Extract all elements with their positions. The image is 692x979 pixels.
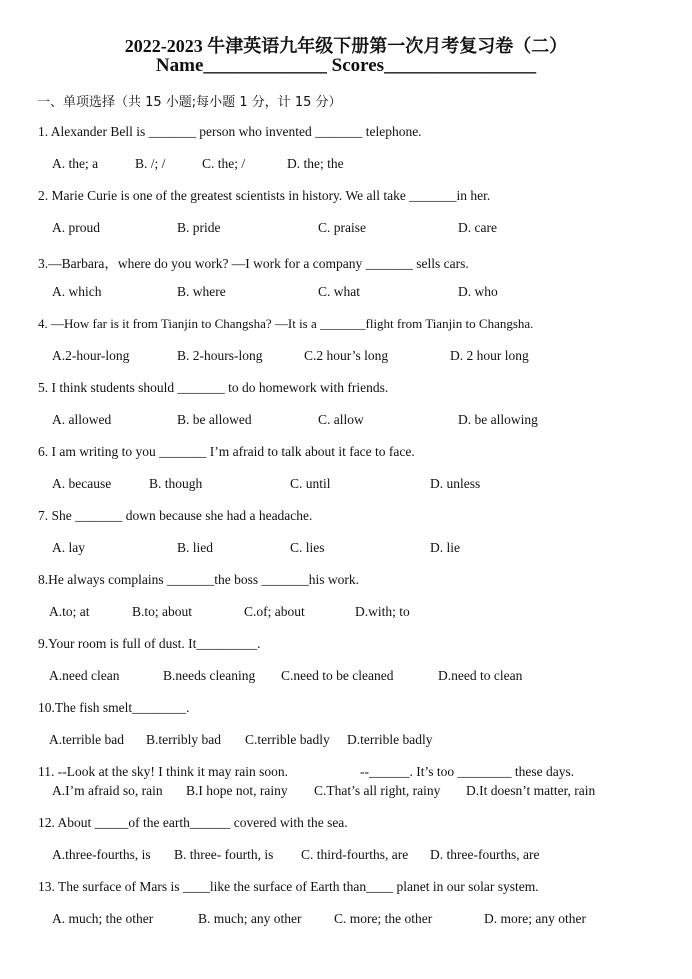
q2-option-c[interactable]: C. praise (318, 220, 366, 235)
q5-option-d[interactable]: D. be allowing (458, 412, 538, 427)
question-8: 8.He always complains _______the boss _______his work. (38, 572, 359, 587)
q7-option-d[interactable]: D. lie (430, 540, 460, 555)
q7-option-c[interactable]: C. lies (290, 540, 325, 555)
section-heading: 一、单项选择（共 15 小题;每小题 1 分，计 15 分） (37, 95, 342, 110)
question-4: 4. —How far is it from Tianjin to Changsha? —It is a _______flight from Tianjin to Changsha. (38, 316, 534, 331)
q12-option-a[interactable]: A.three-fourths, is (52, 847, 151, 862)
q10-option-c[interactable]: C.terrible badly (245, 732, 330, 747)
q4-option-d[interactable]: D. 2 hour long (450, 348, 529, 363)
question-11: 11. --Look at the sky! I think it may rain soon. (38, 764, 288, 779)
q5-option-b[interactable]: B. be allowed (177, 412, 252, 427)
question-9: 9.Your room is full of dust. It_________. (38, 636, 261, 651)
q8-option-b[interactable]: B.to; about (132, 604, 192, 619)
q8-option-d[interactable]: D.with; to (355, 604, 410, 619)
q12-option-d[interactable]: D. three-fourths, are (430, 847, 540, 862)
question-3: 3.—Barbara，where do you work? —I work for a company _______ sells cars. (38, 256, 469, 271)
q12-option-c[interactable]: C. third-fourths, are (301, 847, 409, 862)
q9-option-a[interactable]: A.need clean (49, 668, 120, 683)
question-2: 2. Marie Curie is one of the greatest scientists in history. We all take _______in her. (38, 188, 491, 203)
q1-option-c[interactable]: C. the; / (202, 156, 246, 171)
name-scores-line: Name_____________ Scores________________ (155, 55, 537, 76)
exam-title: 2022-2023 牛津英语九年级下册第一次月考复习卷（二） (124, 36, 568, 56)
q6-option-a[interactable]: A. because (52, 476, 112, 491)
q8-option-a[interactable]: A.to; at (49, 604, 90, 619)
q9-option-c[interactable]: C.need to be cleaned (281, 668, 394, 683)
q11-option-d[interactable]: D.It doesn’t matter, rain (466, 783, 596, 798)
q5-option-a[interactable]: A. allowed (52, 412, 112, 427)
q10-option-b[interactable]: B.terribly bad (146, 732, 221, 747)
question-10: 10.The fish smelt________. (38, 700, 190, 715)
q1-option-a[interactable]: A. the; a (52, 156, 99, 171)
q11-option-b[interactable]: B.I hope not, rainy (186, 783, 288, 798)
q11-option-a[interactable]: A.I’m afraid so, rain (52, 783, 163, 798)
q6-option-b[interactable]: B. though (149, 476, 203, 491)
q13-option-d[interactable]: D. more; any other (484, 911, 586, 926)
question-1: 1. Alexander Bell is _______ person who invented _______ telephone. (38, 124, 422, 139)
q6-option-c[interactable]: C. until (290, 476, 331, 491)
q7-option-b[interactable]: B. lied (177, 540, 213, 555)
q4-option-b[interactable]: B. 2-hours-long (177, 348, 263, 363)
question-12: 12. About _____of the earth______ covered with the sea. (38, 815, 348, 830)
q3-option-b[interactable]: B. where (177, 284, 226, 299)
q8-option-c[interactable]: C.of; about (244, 604, 305, 619)
q6-option-d[interactable]: D. unless (430, 476, 481, 491)
question-13: 13. The surface of Mars is ____like the surface of Earth than____ planet in our solar system. (38, 879, 539, 894)
question-6: 6. I am writing to you _______ I’m afraid to talk about it face to face. (38, 444, 415, 459)
q10-option-a[interactable]: A.terrible bad (49, 732, 124, 747)
q5-option-c[interactable]: C. allow (318, 412, 364, 427)
question-5: 5. I think students should _______ to do homework with friends. (38, 380, 389, 395)
q10-option-d[interactable]: D.terrible badly (347, 732, 433, 747)
q7-option-a[interactable]: A. lay (52, 540, 85, 555)
q2-option-b[interactable]: B. pride (177, 220, 221, 235)
q2-option-d[interactable]: D. care (458, 220, 497, 235)
q3-option-d[interactable]: D. who (458, 284, 498, 299)
q9-option-d[interactable]: D.need to clean (438, 668, 523, 683)
q12-option-b[interactable]: B. three- fourth, is (174, 847, 274, 862)
q4-option-c[interactable]: C.2 hour’s long (304, 348, 389, 363)
q13-option-b[interactable]: B. much; any other (198, 911, 302, 926)
q11-option-c[interactable]: C.That’s all right, rainy (314, 783, 441, 798)
q3-option-c[interactable]: C. what (318, 284, 360, 299)
q3-option-a[interactable]: A. which (52, 284, 102, 299)
q2-option-a[interactable]: A. proud (52, 220, 100, 235)
q4-option-a[interactable]: A.2-hour-long (52, 348, 130, 363)
question-11-reply: --______. It’s too ________ these days. (360, 764, 575, 779)
q1-option-b[interactable]: B. /; / (135, 156, 166, 171)
q13-option-a[interactable]: A. much; the other (52, 911, 154, 926)
question-7: 7. She _______ down because she had a headache. (38, 508, 313, 523)
q13-option-c[interactable]: C. more; the other (334, 911, 433, 926)
q9-option-b[interactable]: B.needs cleaning (163, 668, 256, 683)
q1-option-d[interactable]: D. the; the (287, 156, 344, 171)
